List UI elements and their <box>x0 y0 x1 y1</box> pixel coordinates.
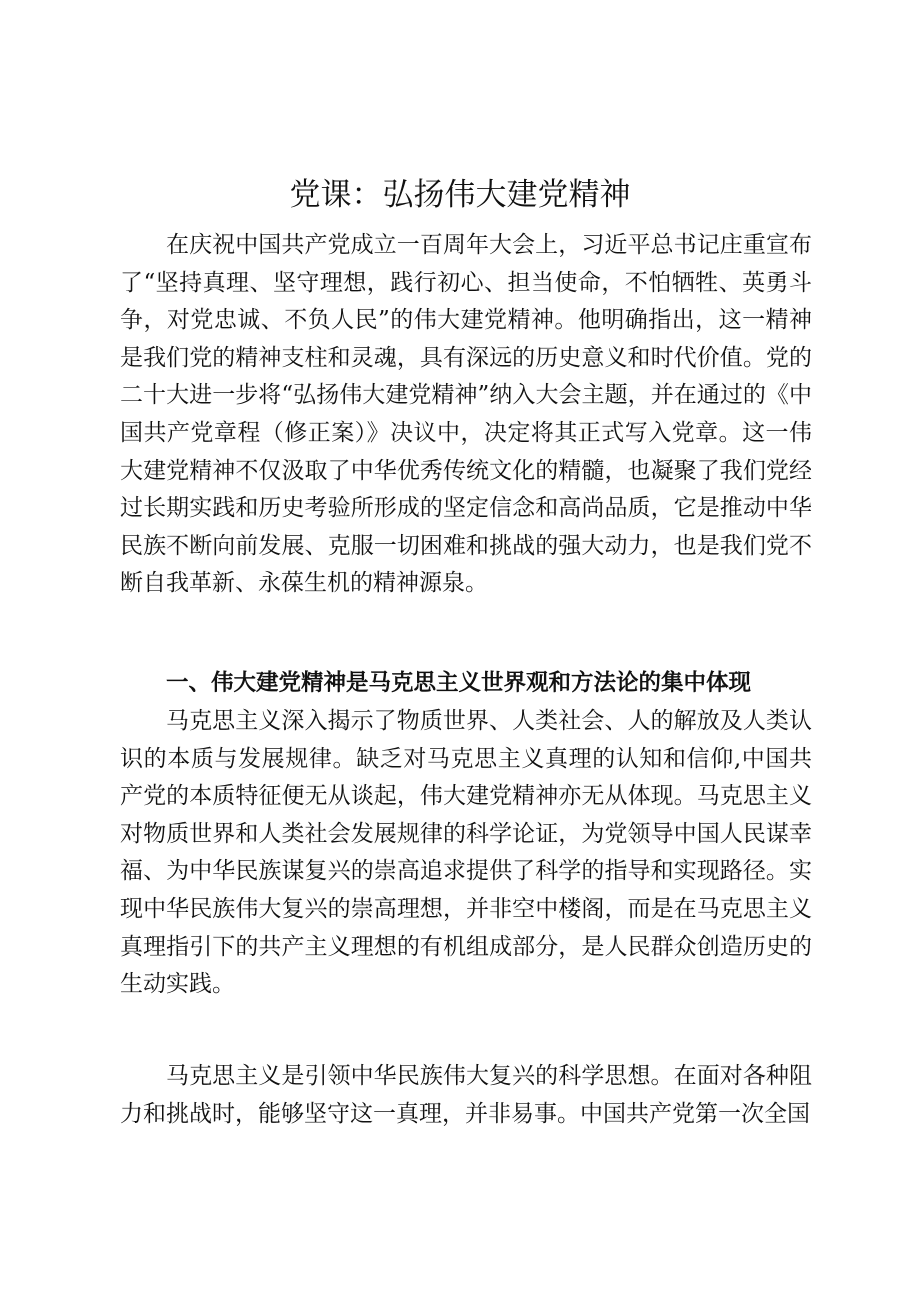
section-paragraph-1: 马克思主义深入揭示了物质世界、人类社会、人的解放及人类认识的本质与发展规律。缺乏对马克思主义真理的认知和信仰,中国共产党的本质特征便无从谈起，伟大建党精神亦无从体现。马克思主义对物质世界和人类社会发展规律的科学论证，为党领导中国人民谋幸福、为中华民族谋复兴的崇高追求提供了科学的指导和实现路径。实现中华民族伟大复兴的崇高理想，并非空中楼阁，而是在马克思主义真理指引下的共产主义理想的有机组成部分，是人民群众创造历史的生动实践。 <box>120 708 812 998</box>
intro-paragraph: 在庆祝中国共产党成立一百周年大会上，习近平总书记庄重宣布了“坚持真理、坚守理想，践行初心、担当使命，不怕牺牲、英勇斗争，对党忠诚、不负人民”的伟大建党精神。他明确指出，这一精神是我们党的精神支柱和灵魂，具有深远的历史意义和时代价值。党的二十大进一步将“弘扬伟大建党精神”纳入大会主题，并在通过的《中国共产党章程（修正案）》决议中，决定将其正式写入党章。这一伟大建党精神不仅汲取了中华优秀传统文化的精髓，也凝聚了我们党经过长期实践和历史考验所形成的坚定信念和高尚品质，它是推动中华民族不断向前发展、克服一切困难和挑战的强大动力，也是我们党不断自我革新、永葆生机的精神源泉。 <box>120 232 812 597</box>
section-heading: 一、伟大建党精神是马克思主义世界观和方法论的集中体现 <box>166 670 752 696</box>
section-paragraph-2: 马克思主义是引领中华民族伟大复兴的科学思想。在面对各种阻力和挑战时，能够坚守这一真理，并非易事。中国共产党第一次全国 <box>120 1063 812 1127</box>
document-title: 党课：弘扬伟大建党精神 <box>289 177 631 213</box>
